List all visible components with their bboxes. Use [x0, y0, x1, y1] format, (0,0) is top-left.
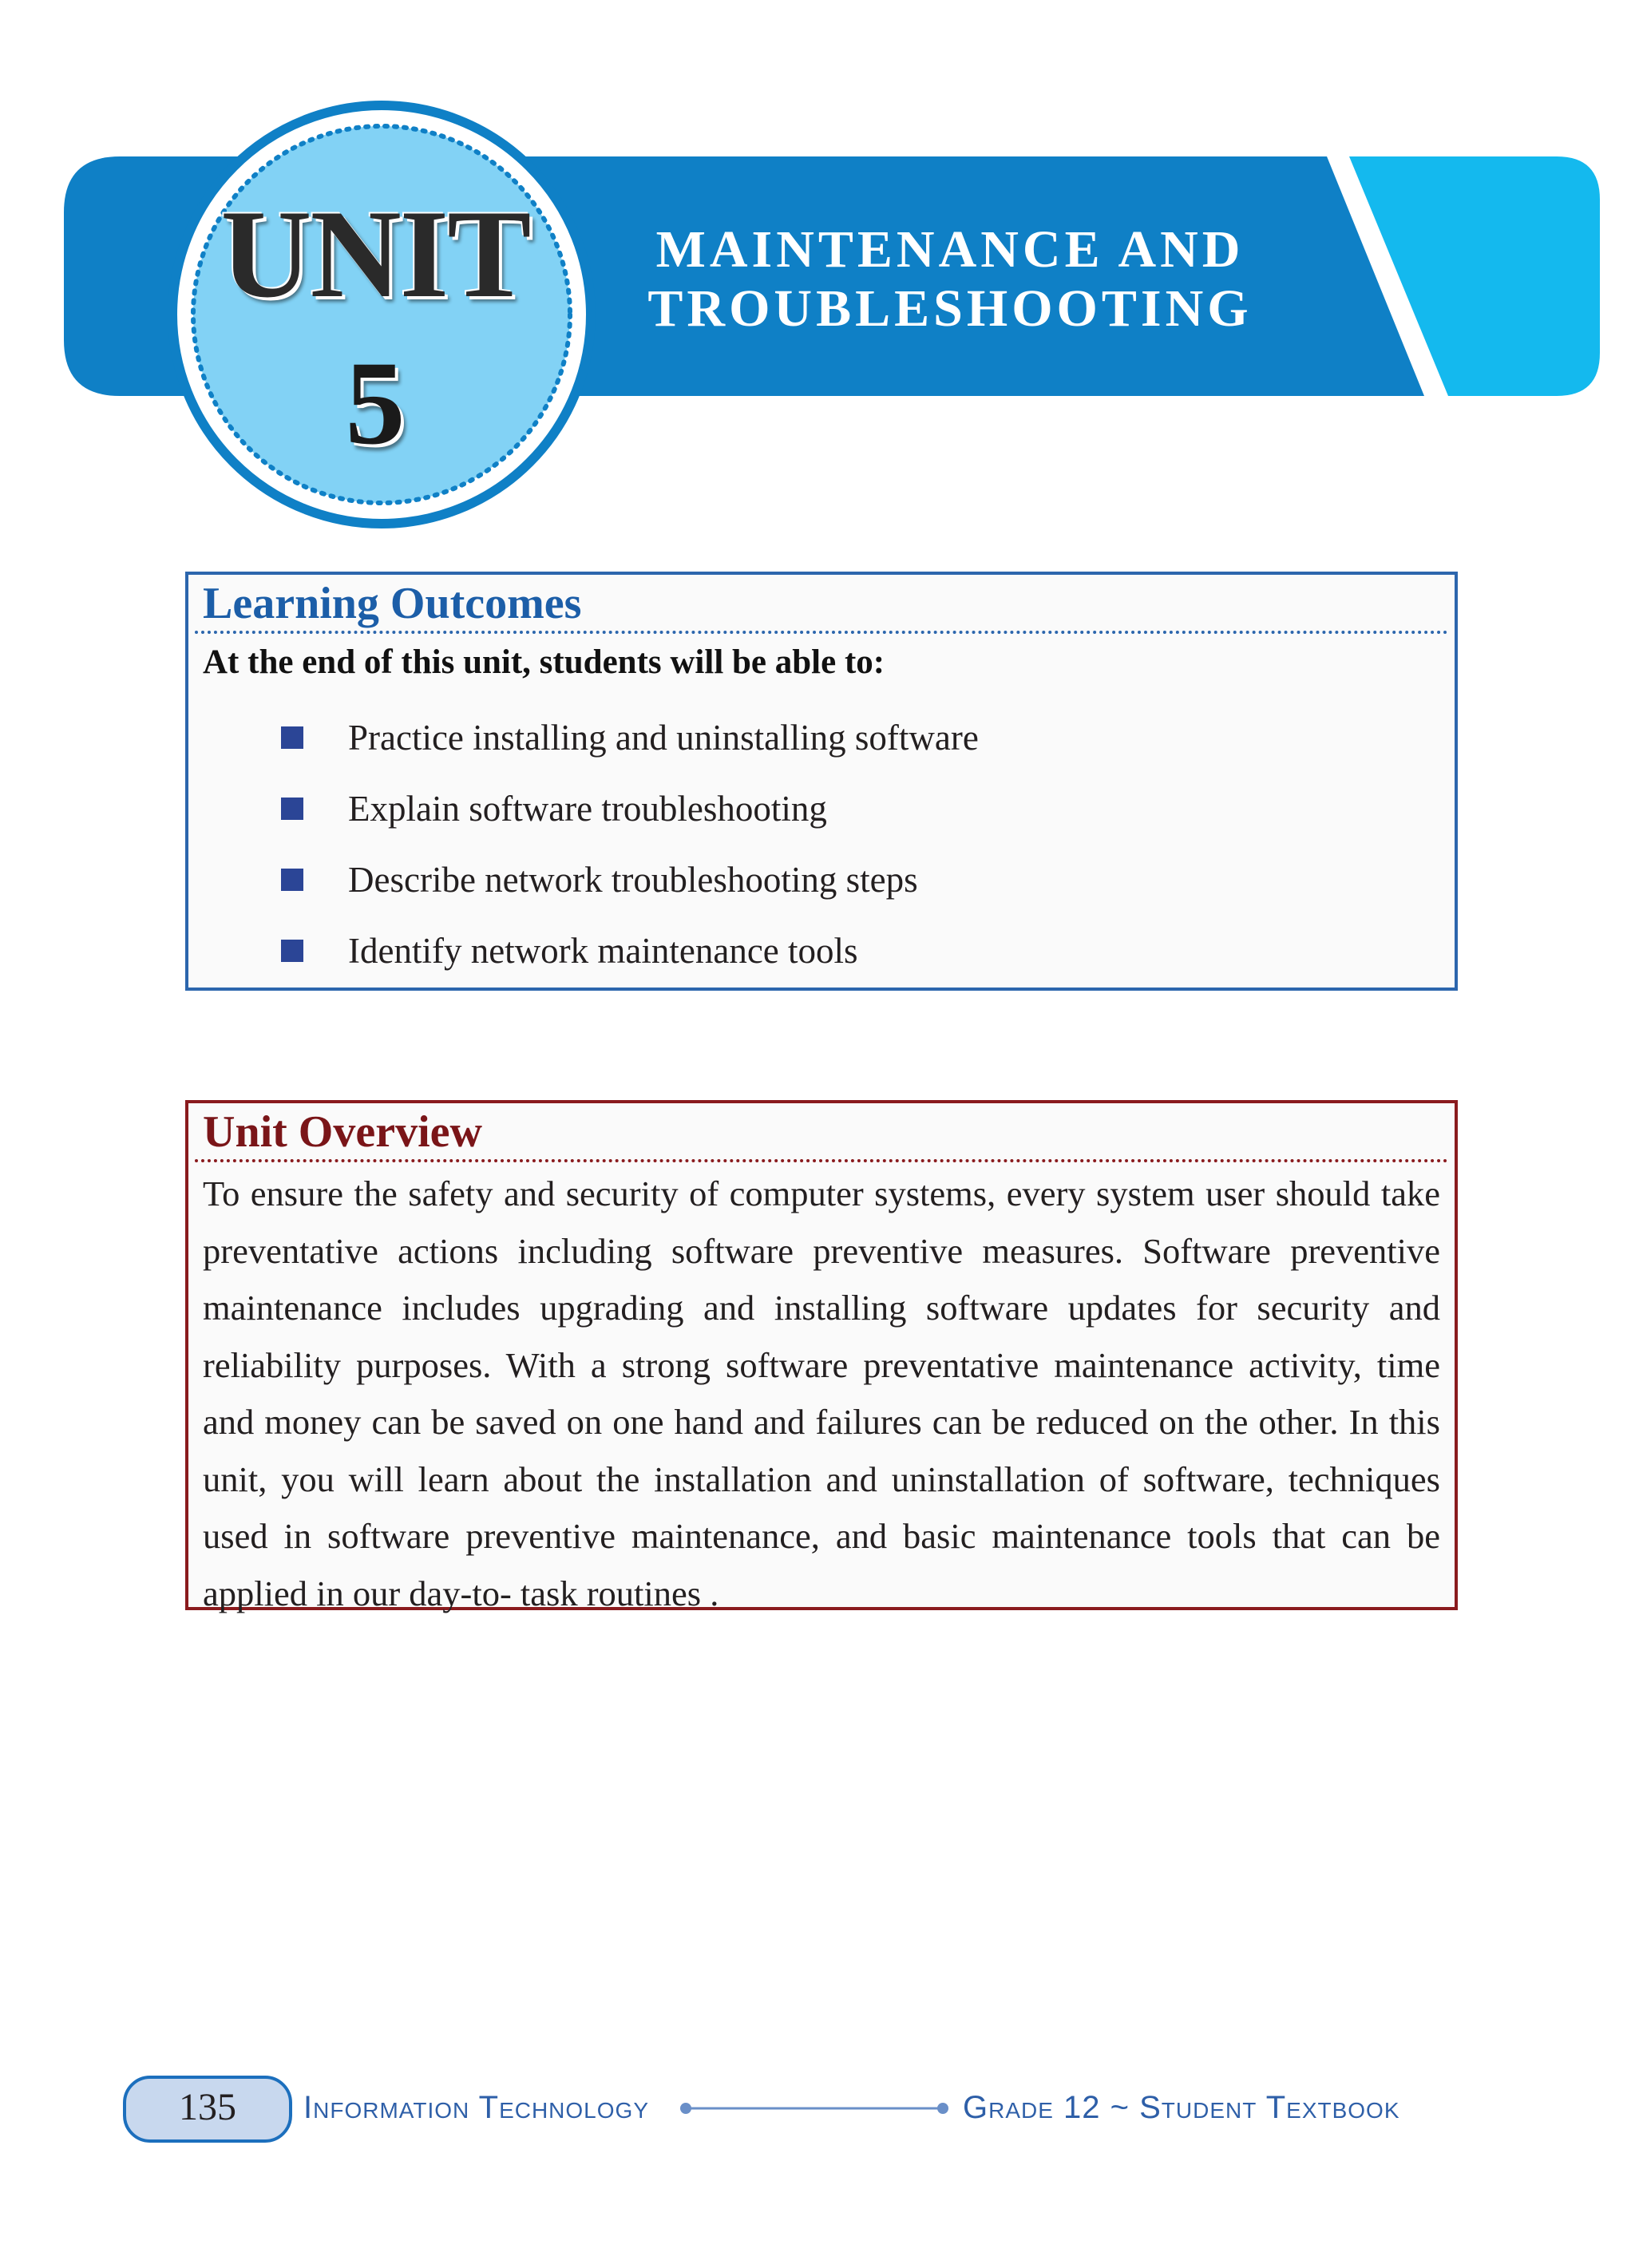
- unit-overview-text: To ensure the safety and security of computer systems, every system user should take preventative actions including software preventive measures. Software preventive maintenance includes upgrading and installing software updates for security and reliability purposes. With a strong software preventative maintenance activity, time and money can be saved on one hand and failures can be reduced on the other. In this unit, you will learn about the installation and uninstallation of software, techniques used in software preventive maintenance, and basic maintenance tools that can be applied in our day-to- task routines .: [203, 1174, 1440, 1613]
- page-number: 135: [179, 2086, 236, 2128]
- learning-outcomes-intro: At the end of this unit, students will be able to:: [203, 643, 885, 681]
- learning-outcomes-box: [185, 572, 1458, 991]
- list-item: [188, 712, 1455, 783]
- footer-grade-label: Grade 12 ~ Student Textbook: [963, 2090, 1400, 2125]
- square-bullet-icon: [281, 869, 303, 891]
- unit-label: UNIT: [220, 184, 530, 324]
- learning-outcomes-heading: Learning Outcomes: [195, 575, 1448, 634]
- unit-title: [623, 220, 1277, 338]
- square-bullet-icon: [281, 798, 303, 820]
- square-bullet-icon: [281, 726, 303, 749]
- list-item: [188, 783, 1455, 854]
- outcome-text: Practice installing and uninstalling software: [348, 718, 979, 758]
- footer-book-title: Information Technology: [303, 2090, 649, 2125]
- unit-overview-box: [185, 1100, 1458, 1613]
- outcome-text: Explain software troubleshooting: [348, 789, 827, 829]
- unit-number: 5: [345, 337, 406, 469]
- outcome-text: Describe network troubleshooting steps: [348, 860, 918, 900]
- footer-divider: [679, 2100, 950, 2117]
- unit-title-line-1: MAINTENANCE AND: [655, 220, 1245, 279]
- list-item: [188, 854, 1455, 925]
- unit-overview-heading: Unit Overview: [195, 1103, 1448, 1162]
- list-item: [188, 925, 1455, 996]
- outcome-text: Identify network maintenance tools: [348, 931, 858, 971]
- square-bullet-icon: [281, 940, 303, 962]
- learning-outcomes-list: [188, 712, 1455, 996]
- unit-title-line-2: TROUBLESHOOTING: [647, 279, 1253, 338]
